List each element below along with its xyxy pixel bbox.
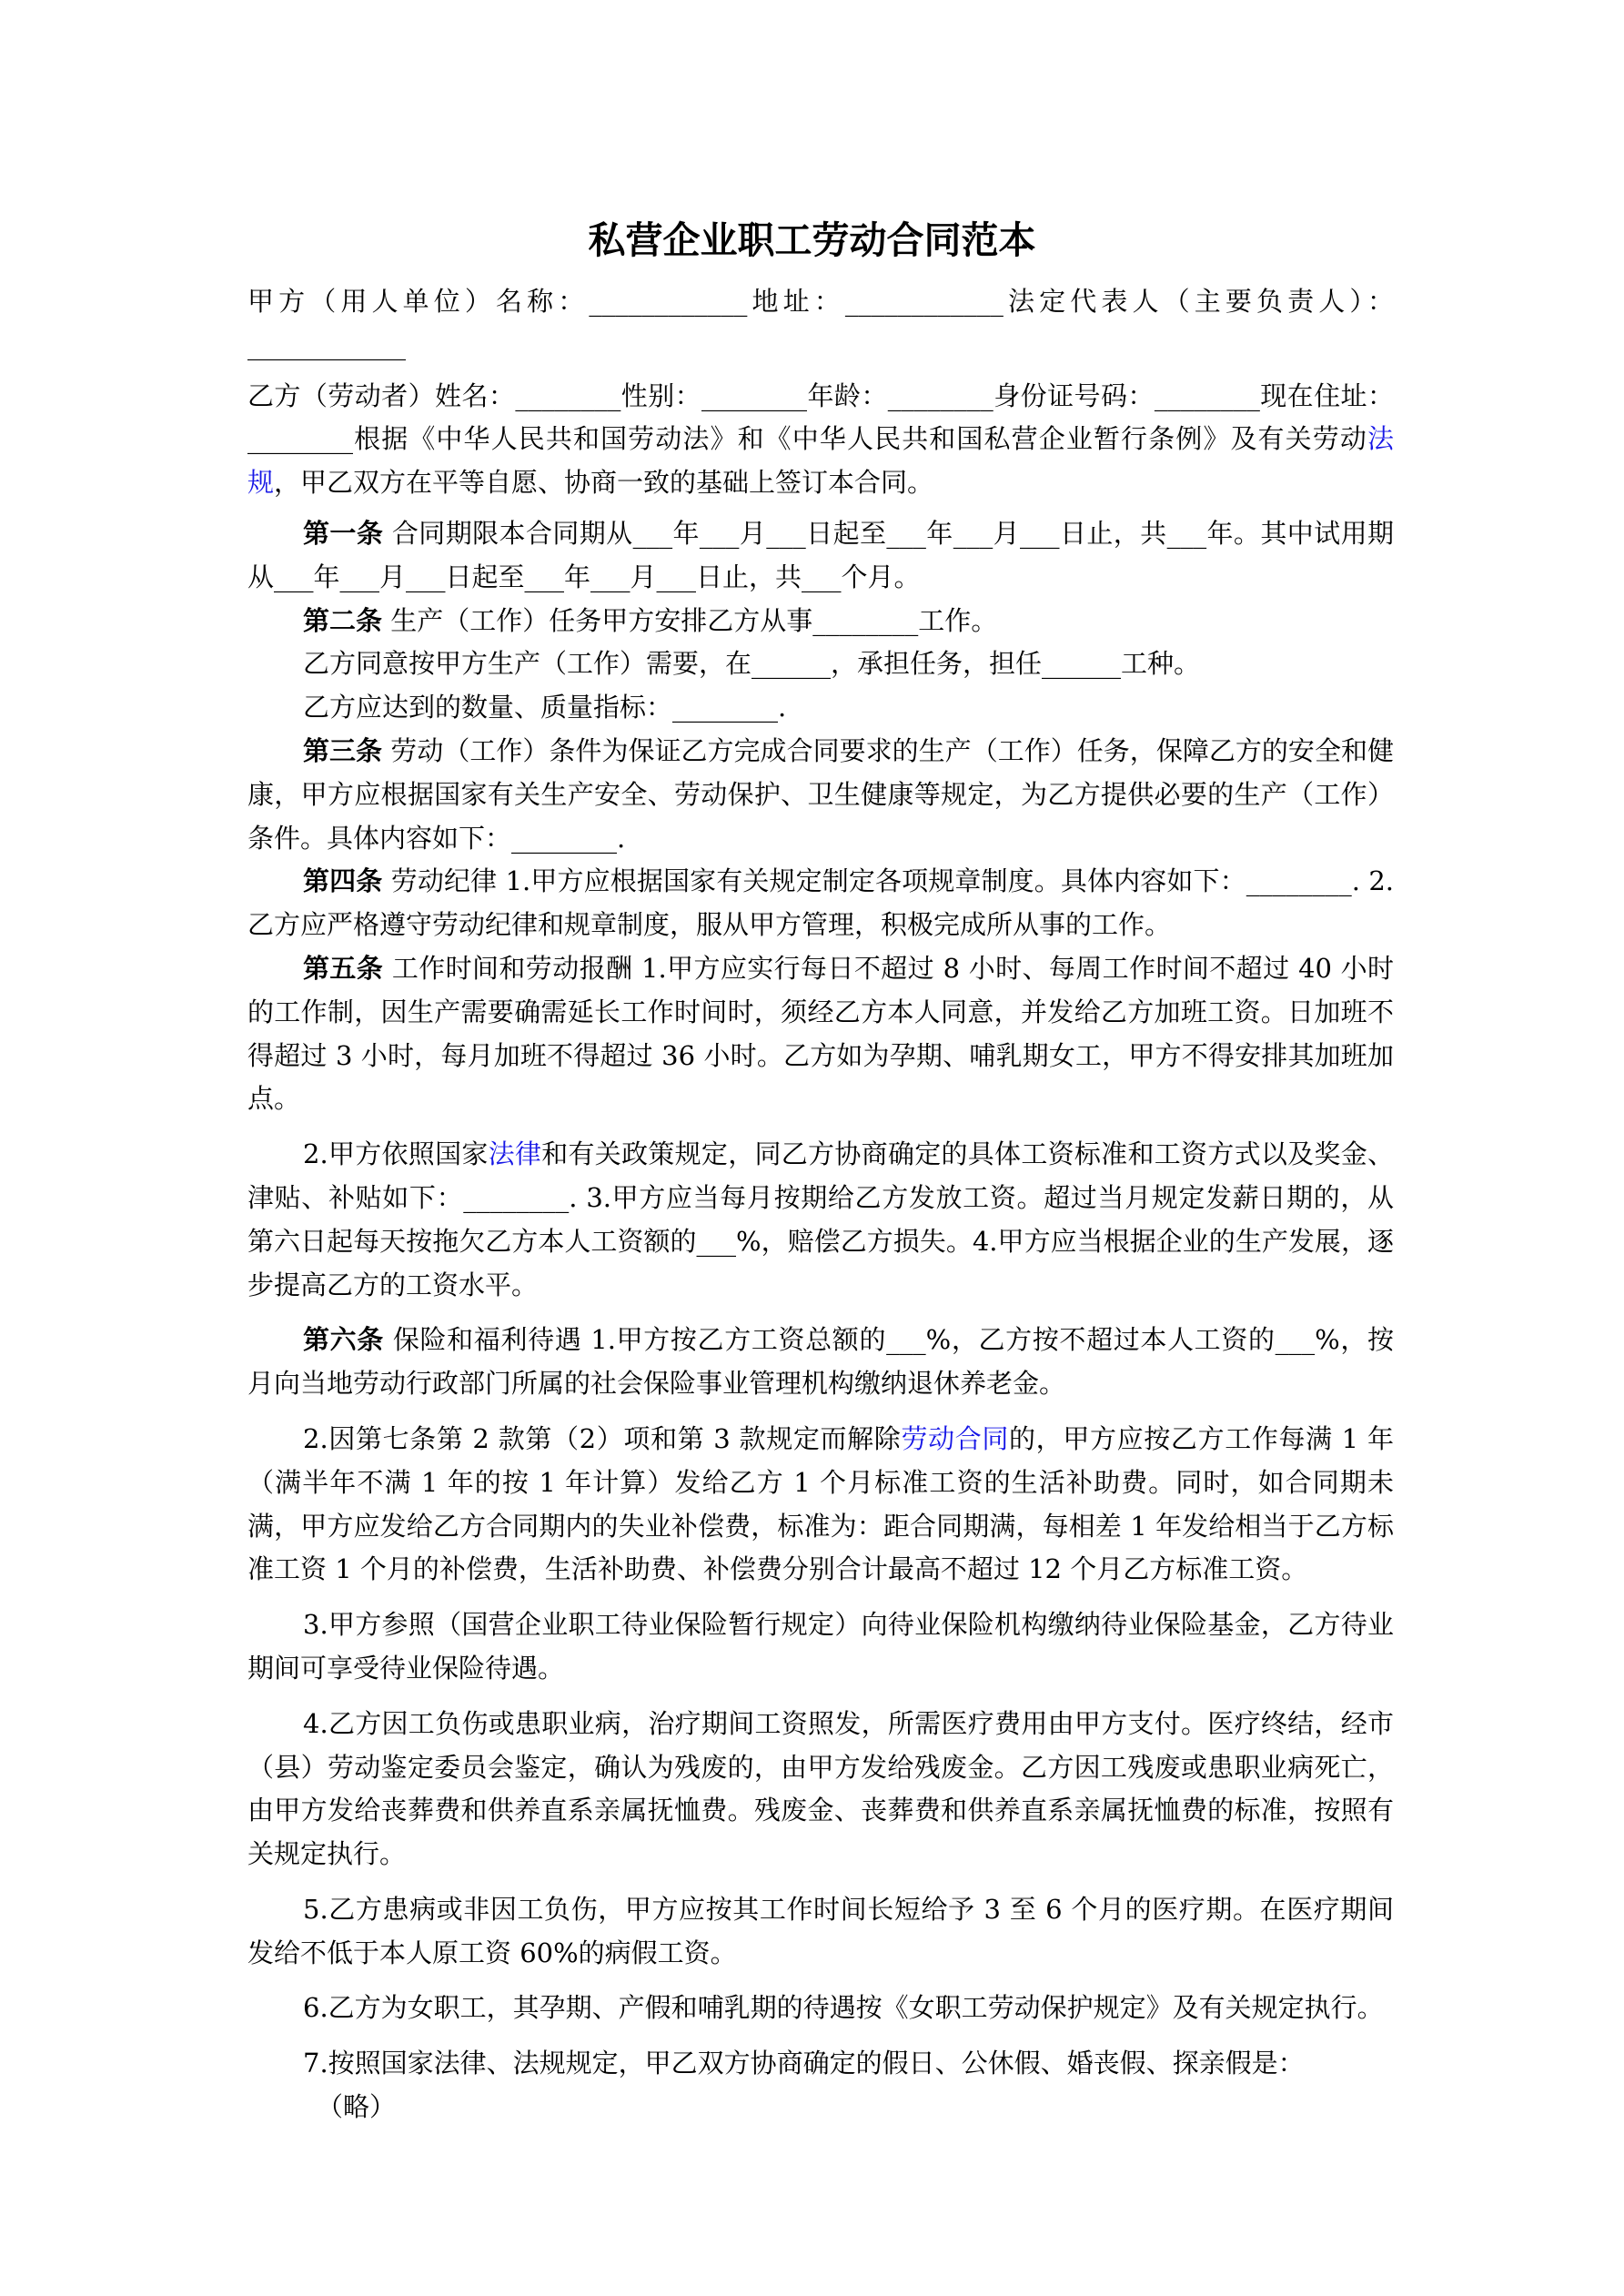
article-6-paragraph-7: 7.按照国家法律、法规规定，甲乙双方协商确定的假日、公休假、婚丧假、探亲假是：: [303, 2048, 1305, 2079]
regulations-link[interactable]: 法规: [247, 423, 1394, 499]
article-2-paragraph-3: 乙方应达到的数量、质量指标：________.: [303, 692, 787, 723]
article-3: [247, 730, 1394, 860]
law-link[interactable]: 法律: [488, 1138, 542, 1170]
article-6-p2-text-end: 的，甲方应按乙方工作每满 1 年（满半年不满 1 年的按 1 年计算）发给乙方 1 个月标准工资的生活补助费。同时，如合同期未满，甲方应发给乙方合同期内的失业补偿费，标准为：距合同期满，每相差 1 年发给相当于乙方标准工资 1 个月的补偿费，生活补助费、补偿费分别合计最高不超过 12 个月乙方标准工资。: [247, 1422, 1394, 1585]
article-6-text: 保险和福利待遇 1.甲方按乙方工资总额的___%，乙方按不超过本人工资的___%，按月向当地劳动行政部门所属的社会保险事业管理机构缴纳退休养老金。: [247, 1324, 1394, 1400]
party-a-line: 甲方（用人单位）名称：____________地址：____________法定代表人（主要负责人）：____________: [247, 286, 1394, 360]
party-b-text: 乙方（劳动者）姓名：________性别：________年龄：________身份证号码：________现在住址：________根据《中华人民共和国劳动法》和《中华人民共和国私营企业暂行条例》及有关劳动: [247, 379, 1394, 455]
article-6-paragraph-2: [247, 1418, 1394, 1592]
party-b-paragraph: [247, 375, 1394, 505]
omitted-note: （略）: [317, 2091, 397, 2123]
article-5: [247, 947, 1394, 1121]
article-6-heading: 第六条: [303, 1324, 384, 1356]
article-6: [247, 1319, 1394, 1406]
article-2: [247, 600, 1394, 643]
article-1-text: 合同期限本合同期从___年___月___日起至___年___月___日止，共___年。其中试用期从___年___月___日起至___年___月___日止，共___个月。: [247, 517, 1394, 592]
article-6-paragraph-5: 5.乙方患病或非因工负伤，甲方应按其工作时间长短给予 3 至 6 个月的医疗期。在医疗期间发给不低于本人原工资 60%的病假工资。: [247, 1893, 1394, 1968]
article-2-text: 生产（工作）任务甲方安排乙方从事________工作。: [382, 604, 998, 636]
article-5-heading: 第五条: [303, 952, 384, 984]
article-5-text: 工作时间和劳动报酬 1.甲方应实行每日不超过 8 小时、每周工作时间不超过 40 小时的工作制，因生产需要确需延长工作时间时，须经乙方本人同意，并发给乙方加班工资。日加班不得超过 3 小时，每月加班不得超过 36 小时。乙方如为孕期、哺乳期女工，甲方不得安排其加班加点。: [247, 952, 1394, 1115]
party-b-text-end: ，甲乙双方在平等自愿、协商一致的基础上签订本合同。: [274, 467, 934, 499]
article-4-text: 劳动纪律 1.甲方应根据国家有关规定制定各项规章制度。具体内容如下：________. 2.乙方应严格遵守劳动纪律和规章制度，服从甲方管理，积极完成所从事的工作。: [247, 865, 1394, 941]
article-2-heading: 第二条: [303, 604, 383, 636]
article-5-p2-text-end: 和有关政策规定，同乙方协商确定的具体工资标准和工资方式以及奖金、津贴、补贴如下：________. 3.甲方应当每月按期给乙方发放工资。超过当月规定发薪日期的，从第六日起每天按拖欠乙方本人工资额的___%，赔偿乙方损失。4.甲方应当根据企业的生产发展，逐步提高乙方的工资水平。: [247, 1138, 1394, 1300]
article-6-paragraph-4: 4.乙方因工负伤或患职业病，治疗期间工资照发，所需医疗费用由甲方支付。医疗终结，经市（县）劳动鉴定委员会鉴定，确认为残废的，由甲方发给残废金。乙方因工残废或患职业病死亡，由甲方发给丧葬费和供养直系亲属抚恤费。残废金、丧葬费和供养直系亲属抚恤费的标准，按照有关规定执行。: [247, 1707, 1394, 1870]
article-6-p2-text: 2.因第七条第 2 款第（2）项和第 3 款规定而解除: [303, 1422, 902, 1454]
article-2-paragraph-2: 乙方同意按甲方生产（工作）需要，在______，承担任务，担任______工种。: [303, 648, 1201, 680]
article-5-p2-text: 2.甲方依照国家: [303, 1138, 489, 1170]
article-3-heading: 第三条: [303, 734, 383, 766]
article-4-heading: 第四条: [303, 865, 383, 897]
contract-body: [247, 280, 1394, 2129]
page-title: 私营企业职工劳动合同范本: [588, 218, 1036, 262]
article-6-paragraph-3: 3.甲方参照（国营企业职工待业保险暂行规定）向待业保险机构缴纳待业保险基金，乙方待业期间可享受待业保险待遇。: [247, 1609, 1394, 1684]
article-6-paragraph-6: 6.乙方为女职工，其孕期、产假和哺乳期的待遇按《女职工劳动保护规定》及有关规定执行。: [303, 1992, 1384, 2024]
article-1-heading: 第一条: [303, 517, 384, 549]
article-3-text: 劳动（工作）条件为保证乙方完成合同要求的生产（工作）任务，保障乙方的安全和健康，甲方应根据国家有关生产安全、劳动保护、卫生健康等规定，为乙方提供必要的生产（工作）条件。具体内容如下：________.: [247, 734, 1394, 854]
article-1: [247, 512, 1394, 600]
article-4: [247, 860, 1394, 947]
labor-contract-link[interactable]: 劳动合同: [901, 1422, 1010, 1454]
article-5-paragraph-2: [247, 1133, 1394, 1307]
